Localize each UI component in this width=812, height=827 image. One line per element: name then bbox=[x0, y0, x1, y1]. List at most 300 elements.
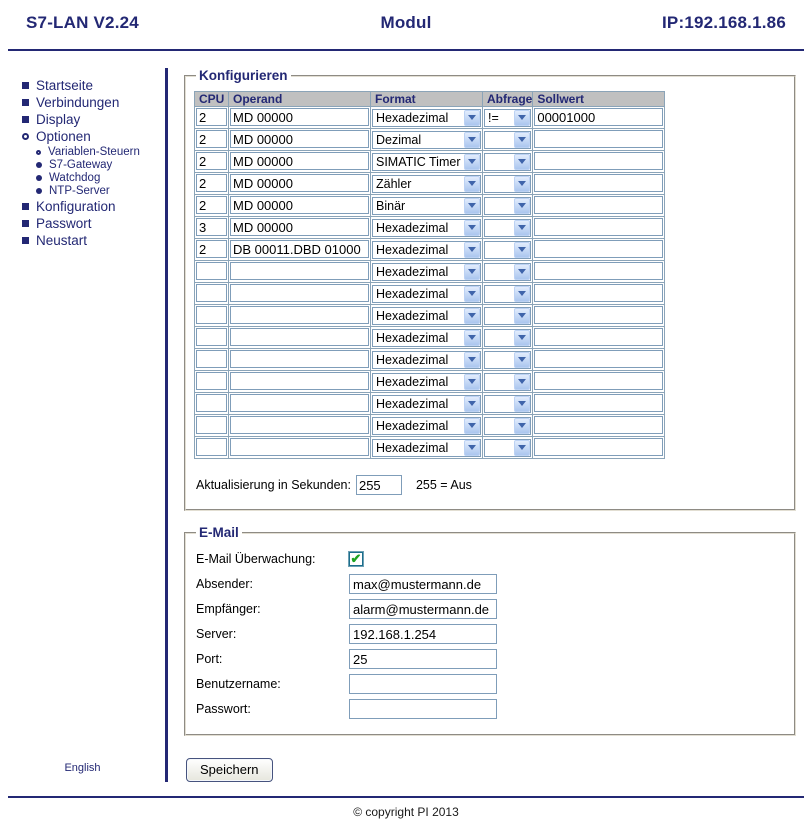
cpu-input[interactable] bbox=[196, 196, 227, 214]
sollwert-input[interactable] bbox=[534, 416, 663, 434]
table-cell bbox=[195, 217, 229, 239]
format-select-value: Hexadezimal bbox=[376, 440, 449, 455]
sidebar-item-label: Display bbox=[36, 112, 81, 127]
table-cell bbox=[533, 305, 665, 327]
email-field-input-server[interactable] bbox=[349, 624, 497, 644]
chevron-down-icon bbox=[468, 401, 476, 406]
cpu-input[interactable] bbox=[196, 218, 227, 236]
dropdown-button[interactable] bbox=[514, 352, 530, 368]
col-header-sollwert: Sollwert bbox=[533, 92, 665, 107]
format-select[interactable] bbox=[372, 263, 481, 281]
square-bullet-icon bbox=[22, 116, 29, 123]
table-cell bbox=[533, 371, 665, 393]
abfrage-select[interactable] bbox=[484, 109, 531, 127]
sollwert-input[interactable] bbox=[534, 350, 663, 368]
abfrage-select-value bbox=[485, 308, 514, 324]
operand-input[interactable] bbox=[230, 438, 369, 456]
table-row bbox=[195, 195, 665, 217]
abfrage-select-value bbox=[485, 176, 514, 192]
format-select-value: Binär bbox=[376, 198, 406, 213]
cpu-input[interactable] bbox=[196, 262, 227, 280]
table-cell bbox=[483, 437, 533, 459]
operand-input[interactable] bbox=[230, 218, 369, 236]
dropdown-button[interactable] bbox=[514, 418, 530, 434]
chevron-down-icon bbox=[468, 445, 476, 450]
dropdown-button[interactable] bbox=[514, 176, 530, 192]
square-bullet-icon bbox=[22, 220, 29, 227]
format-select-value: SIMATIC Timer bbox=[376, 154, 461, 169]
dropdown-button[interactable] bbox=[464, 176, 480, 192]
email-legend: E-Mail bbox=[199, 525, 239, 540]
table-cell bbox=[195, 195, 229, 217]
table-row bbox=[195, 415, 665, 437]
format-select[interactable] bbox=[372, 153, 481, 171]
sidebar-item-konfiguration[interactable] bbox=[22, 199, 165, 214]
table-cell bbox=[229, 349, 371, 371]
table-cell bbox=[533, 349, 665, 371]
table-cell bbox=[483, 173, 533, 195]
square-bullet-icon bbox=[22, 237, 29, 244]
abfrage-select[interactable] bbox=[484, 417, 531, 435]
circle-filled-bullet-icon bbox=[36, 188, 42, 194]
table-row bbox=[195, 327, 665, 349]
table-cell bbox=[371, 327, 483, 349]
operand-input[interactable] bbox=[230, 394, 369, 412]
table-cell bbox=[229, 129, 371, 151]
table-header-row bbox=[195, 92, 665, 107]
sollwert-input[interactable] bbox=[534, 196, 663, 214]
table-row bbox=[195, 283, 665, 305]
format-select-value: Zähler bbox=[376, 176, 412, 191]
table-cell bbox=[533, 437, 665, 459]
table-cell bbox=[533, 217, 665, 239]
chevron-down-icon bbox=[518, 225, 526, 230]
chevron-down-icon bbox=[518, 335, 526, 340]
email-field-label: Absender: bbox=[196, 577, 253, 591]
chevron-down-icon bbox=[468, 357, 476, 362]
refresh-row bbox=[196, 475, 786, 495]
table-cell bbox=[483, 371, 533, 393]
table-cell bbox=[229, 371, 371, 393]
dropdown-button[interactable] bbox=[464, 440, 480, 456]
cpu-input[interactable] bbox=[196, 306, 227, 324]
operand-input[interactable] bbox=[230, 196, 369, 214]
table-cell bbox=[371, 173, 483, 195]
format-select[interactable] bbox=[372, 395, 481, 413]
main-layout bbox=[0, 68, 812, 782]
table-cell bbox=[371, 415, 483, 437]
abfrage-select[interactable] bbox=[484, 241, 531, 259]
sidebar-item-watchdog[interactable] bbox=[36, 172, 165, 184]
abfrage-select[interactable] bbox=[484, 351, 531, 369]
table-cell bbox=[533, 173, 665, 195]
table-cell bbox=[229, 239, 371, 261]
dropdown-button[interactable] bbox=[464, 132, 480, 148]
format-select[interactable] bbox=[372, 241, 481, 259]
table-cell bbox=[483, 129, 533, 151]
dropdown-button[interactable] bbox=[464, 308, 480, 324]
format-select[interactable] bbox=[372, 219, 481, 237]
dropdown-button[interactable] bbox=[464, 418, 480, 434]
sidebar-item-verbindungen[interactable] bbox=[22, 95, 165, 110]
table-cell bbox=[371, 195, 483, 217]
sidebar-item-ntp-server[interactable] bbox=[36, 185, 165, 197]
chevron-down-icon bbox=[518, 269, 526, 274]
sidebar-item-label: Optionen bbox=[36, 129, 91, 144]
operand-input[interactable] bbox=[230, 152, 369, 170]
table-cell bbox=[371, 371, 483, 393]
refresh-hint: 255 = Aus bbox=[415, 478, 472, 492]
cpu-input[interactable] bbox=[196, 152, 227, 170]
sidebar bbox=[0, 68, 168, 782]
table-cell bbox=[533, 283, 665, 305]
table-cell bbox=[229, 173, 371, 195]
chevron-down-icon bbox=[518, 159, 526, 164]
email-field-label: Empfänger: bbox=[196, 602, 261, 616]
cpu-input[interactable] bbox=[196, 284, 227, 302]
dropdown-button[interactable] bbox=[464, 352, 480, 368]
sollwert-input[interactable] bbox=[534, 152, 663, 170]
sidebar-item-display[interactable] bbox=[22, 112, 165, 127]
dropdown-button[interactable] bbox=[514, 308, 530, 324]
abfrage-select[interactable] bbox=[484, 197, 531, 215]
table-cell bbox=[533, 151, 665, 173]
chevron-down-icon bbox=[468, 247, 476, 252]
cpu-input[interactable] bbox=[196, 372, 227, 390]
abfrage-select-value bbox=[485, 154, 514, 170]
table-cell bbox=[229, 195, 371, 217]
konfigurieren-legend: Konfigurieren bbox=[199, 68, 288, 83]
operand-input[interactable] bbox=[230, 130, 369, 148]
table-cell bbox=[229, 437, 371, 459]
dropdown-button[interactable] bbox=[514, 330, 530, 346]
dropdown-button[interactable] bbox=[514, 440, 530, 456]
email-field-input-absender[interactable] bbox=[349, 574, 497, 594]
dropdown-button[interactable] bbox=[514, 110, 530, 126]
chevron-down-icon bbox=[518, 115, 526, 120]
chevron-down-icon bbox=[518, 313, 526, 318]
chevron-down-icon bbox=[518, 379, 526, 384]
email-field-row bbox=[196, 672, 786, 696]
email-field-label: Passwort: bbox=[196, 702, 251, 716]
table-cell bbox=[483, 261, 533, 283]
table-cell bbox=[533, 261, 665, 283]
sollwert-input[interactable] bbox=[534, 174, 663, 192]
format-select[interactable] bbox=[372, 175, 481, 193]
sidebar-item-optionen[interactable] bbox=[22, 129, 165, 144]
table-cell bbox=[371, 305, 483, 327]
table-cell bbox=[483, 305, 533, 327]
table-row bbox=[195, 239, 665, 261]
email-monitoring-row bbox=[196, 547, 786, 571]
sidebar-item-startseite[interactable] bbox=[22, 78, 165, 93]
table-row bbox=[195, 437, 665, 459]
cpu-input[interactable] bbox=[196, 416, 227, 434]
cpu-input[interactable] bbox=[196, 130, 227, 148]
email-field-input-benutzername[interactable] bbox=[349, 674, 497, 694]
dropdown-button[interactable] bbox=[464, 286, 480, 302]
sollwert-input[interactable] bbox=[534, 328, 663, 346]
sollwert-input[interactable] bbox=[534, 306, 663, 324]
format-select[interactable] bbox=[372, 109, 481, 127]
format-select[interactable] bbox=[372, 439, 481, 457]
sidebar-item-label: Watchdog bbox=[49, 172, 101, 184]
operand-input[interactable] bbox=[230, 240, 369, 258]
dropdown-button[interactable] bbox=[464, 154, 480, 170]
email-monitoring-label: E-Mail Überwachung: bbox=[196, 552, 316, 566]
table-cell bbox=[533, 415, 665, 437]
abfrage-select-value bbox=[485, 220, 514, 236]
content bbox=[168, 68, 812, 782]
table-cell bbox=[195, 173, 229, 195]
table-cell bbox=[533, 129, 665, 151]
table-cell bbox=[195, 327, 229, 349]
abfrage-select[interactable] bbox=[484, 373, 531, 391]
format-select[interactable] bbox=[372, 307, 481, 325]
table-cell bbox=[483, 393, 533, 415]
sollwert-input[interactable] bbox=[534, 372, 663, 390]
abfrage-select[interactable] bbox=[484, 285, 531, 303]
sidebar-item-neustart[interactable] bbox=[22, 233, 165, 248]
dropdown-button[interactable] bbox=[464, 110, 480, 126]
table-cell bbox=[229, 107, 371, 129]
dropdown-button[interactable] bbox=[464, 374, 480, 390]
abfrage-select-value bbox=[485, 132, 514, 148]
operand-input[interactable] bbox=[230, 372, 369, 390]
cpu-input[interactable] bbox=[196, 350, 227, 368]
ip-address: IP:192.168.1.86 bbox=[662, 13, 786, 32]
abfrage-select-value bbox=[485, 418, 514, 434]
sidebar-item-label: S7-Gateway bbox=[49, 159, 113, 171]
chevron-down-icon bbox=[468, 203, 476, 208]
dropdown-button[interactable] bbox=[514, 132, 530, 148]
table-cell bbox=[371, 239, 483, 261]
email-monitoring-checkbox[interactable] bbox=[349, 552, 363, 566]
dropdown-button[interactable] bbox=[514, 220, 530, 236]
cpu-input[interactable] bbox=[196, 240, 227, 258]
email-fields bbox=[194, 572, 786, 721]
operand-input[interactable] bbox=[230, 262, 369, 280]
dropdown-button[interactable] bbox=[514, 154, 530, 170]
chevron-down-icon bbox=[518, 181, 526, 186]
email-field-row bbox=[196, 597, 786, 621]
table-row bbox=[195, 261, 665, 283]
sollwert-input[interactable] bbox=[534, 438, 663, 456]
table-row bbox=[195, 107, 665, 129]
format-select-value: Hexadezimal bbox=[376, 242, 449, 257]
sollwert-input[interactable] bbox=[534, 218, 663, 236]
email-field-row bbox=[196, 572, 786, 596]
table-row bbox=[195, 393, 665, 415]
chevron-down-icon bbox=[468, 181, 476, 186]
circle-filled-bullet-icon bbox=[36, 175, 42, 181]
sollwert-input[interactable] bbox=[534, 130, 663, 148]
operand-input[interactable] bbox=[230, 108, 369, 126]
table-cell bbox=[483, 239, 533, 261]
email-field-input-port[interactable] bbox=[349, 649, 497, 669]
chevron-down-icon bbox=[468, 137, 476, 142]
table-cell bbox=[195, 151, 229, 173]
dropdown-button[interactable] bbox=[464, 396, 480, 412]
table-row bbox=[195, 151, 665, 173]
dropdown-button[interactable] bbox=[464, 198, 480, 214]
abfrage-select-value bbox=[485, 440, 514, 456]
abfrage-select-value bbox=[485, 264, 514, 280]
table-cell bbox=[371, 129, 483, 151]
table-cell bbox=[483, 283, 533, 305]
table-cell bbox=[371, 393, 483, 415]
format-select[interactable] bbox=[372, 329, 481, 347]
table-cell bbox=[483, 349, 533, 371]
abfrage-select[interactable] bbox=[484, 175, 531, 193]
format-select[interactable] bbox=[372, 285, 481, 303]
email-field-label: Benutzername: bbox=[196, 677, 281, 691]
email-field-label: Port: bbox=[196, 652, 223, 666]
email-field-label: Server: bbox=[196, 627, 237, 641]
table-cell bbox=[533, 393, 665, 415]
table-cell bbox=[195, 371, 229, 393]
square-bullet-icon bbox=[22, 82, 29, 89]
table-cell bbox=[483, 217, 533, 239]
format-select-value: Hexadezimal bbox=[376, 418, 449, 433]
abfrage-select-value bbox=[485, 374, 514, 390]
abfrage-select[interactable] bbox=[484, 439, 531, 457]
app-title: S7-LAN V2.24 bbox=[26, 13, 139, 32]
format-select[interactable] bbox=[372, 417, 481, 435]
format-select-value: Hexadezimal bbox=[376, 374, 449, 389]
sidebar-item-passwort[interactable] bbox=[22, 216, 165, 231]
dropdown-button[interactable] bbox=[514, 286, 530, 302]
cpu-input[interactable] bbox=[196, 394, 227, 412]
format-select-value: Hexadezimal bbox=[376, 396, 449, 411]
sidebar-item-label: Startseite bbox=[36, 78, 94, 93]
email-field-input-passwort[interactable] bbox=[349, 699, 497, 719]
operand-input[interactable] bbox=[230, 284, 369, 302]
sidebar-item-label: Passwort bbox=[36, 216, 92, 231]
table-cell bbox=[229, 217, 371, 239]
sollwert-input[interactable] bbox=[534, 108, 663, 126]
abfrage-select[interactable] bbox=[484, 153, 531, 171]
col-header-format: Format bbox=[371, 92, 483, 107]
cpu-input[interactable] bbox=[196, 174, 227, 192]
konfigurieren-fieldset bbox=[184, 68, 796, 511]
dropdown-button[interactable] bbox=[514, 264, 530, 280]
sollwert-input[interactable] bbox=[534, 262, 663, 280]
operand-input[interactable] bbox=[230, 174, 369, 192]
table-row bbox=[195, 217, 665, 239]
chevron-down-icon bbox=[518, 203, 526, 208]
sidebar-nav bbox=[22, 76, 165, 250]
chevron-down-icon bbox=[468, 225, 476, 230]
cpu-input[interactable] bbox=[196, 108, 227, 126]
chevron-down-icon bbox=[468, 379, 476, 384]
circle-open-bullet-icon bbox=[22, 133, 29, 140]
col-header-cpu: CPU bbox=[195, 92, 229, 107]
dropdown-button[interactable] bbox=[464, 264, 480, 280]
chevron-down-icon bbox=[468, 291, 476, 296]
dropdown-button[interactable] bbox=[464, 242, 480, 258]
table-cell bbox=[371, 261, 483, 283]
abfrage-select[interactable] bbox=[484, 263, 531, 281]
circle-filled-bullet-icon bbox=[36, 162, 42, 168]
sidebar-item-label: Verbindungen bbox=[36, 95, 120, 110]
abfrage-select[interactable] bbox=[484, 131, 531, 149]
header bbox=[0, 0, 812, 41]
chevron-down-icon bbox=[518, 291, 526, 296]
sidebar-item-variablen-steuern[interactable] bbox=[36, 146, 165, 158]
sidebar-item-s7-gateway[interactable] bbox=[36, 159, 165, 171]
table-cell bbox=[371, 217, 483, 239]
abfrage-select[interactable] bbox=[484, 307, 531, 325]
table-cell bbox=[533, 327, 665, 349]
table-cell bbox=[533, 107, 665, 129]
abfrage-select[interactable] bbox=[484, 395, 531, 413]
sollwert-input[interactable] bbox=[534, 284, 663, 302]
dropdown-button[interactable] bbox=[464, 330, 480, 346]
format-select-value: Hexadezimal bbox=[376, 264, 449, 279]
abfrage-select-value bbox=[485, 242, 514, 258]
chevron-down-icon bbox=[468, 335, 476, 340]
refresh-seconds-input[interactable] bbox=[356, 475, 402, 495]
table-cell bbox=[229, 415, 371, 437]
col-header-abfrage: Abfrage bbox=[483, 92, 533, 107]
operand-input[interactable] bbox=[230, 306, 369, 324]
operand-input[interactable] bbox=[230, 350, 369, 368]
dropdown-button[interactable] bbox=[464, 220, 480, 236]
email-field-row bbox=[196, 697, 786, 721]
format-select[interactable] bbox=[372, 351, 481, 369]
table-cell bbox=[483, 107, 533, 129]
cpu-input[interactable] bbox=[196, 328, 227, 346]
email-field-row bbox=[196, 647, 786, 671]
language-link-english[interactable]: English bbox=[64, 762, 101, 774]
dropdown-button[interactable] bbox=[514, 198, 530, 214]
abfrage-select[interactable] bbox=[484, 219, 531, 237]
chevron-down-icon bbox=[518, 137, 526, 142]
abfrage-select-value bbox=[485, 198, 514, 214]
save-button[interactable]: Speichern bbox=[186, 758, 273, 782]
format-select[interactable] bbox=[372, 373, 481, 391]
sollwert-input[interactable] bbox=[534, 240, 663, 258]
sidebar-item-label: NTP-Server bbox=[49, 185, 110, 197]
table-cell bbox=[371, 151, 483, 173]
variables-table-body bbox=[195, 107, 665, 459]
table-cell bbox=[195, 283, 229, 305]
chevron-down-icon bbox=[518, 445, 526, 450]
email-field-input-empfnger[interactable] bbox=[349, 599, 497, 619]
email-field-row bbox=[196, 622, 786, 646]
cpu-input[interactable] bbox=[196, 438, 227, 456]
operand-input[interactable] bbox=[230, 416, 369, 434]
dropdown-button[interactable] bbox=[514, 374, 530, 390]
format-select[interactable] bbox=[372, 197, 481, 215]
format-select-value: Hexadezimal bbox=[376, 110, 449, 125]
table-cell bbox=[371, 107, 483, 129]
table-cell bbox=[195, 107, 229, 129]
circle-open-sm-bullet-icon bbox=[36, 150, 41, 155]
table-row bbox=[195, 129, 665, 151]
refresh-label: Aktualisierung in Sekunden: bbox=[196, 478, 351, 492]
dropdown-button[interactable] bbox=[514, 396, 530, 412]
abfrage-select[interactable] bbox=[484, 329, 531, 347]
sollwert-input[interactable] bbox=[534, 394, 663, 412]
dropdown-button[interactable] bbox=[514, 242, 530, 258]
table-cell bbox=[229, 151, 371, 173]
operand-input[interactable] bbox=[230, 328, 369, 346]
format-select[interactable] bbox=[372, 131, 481, 149]
sidebar-item-label: Konfiguration bbox=[36, 199, 116, 214]
table-cell bbox=[229, 327, 371, 349]
